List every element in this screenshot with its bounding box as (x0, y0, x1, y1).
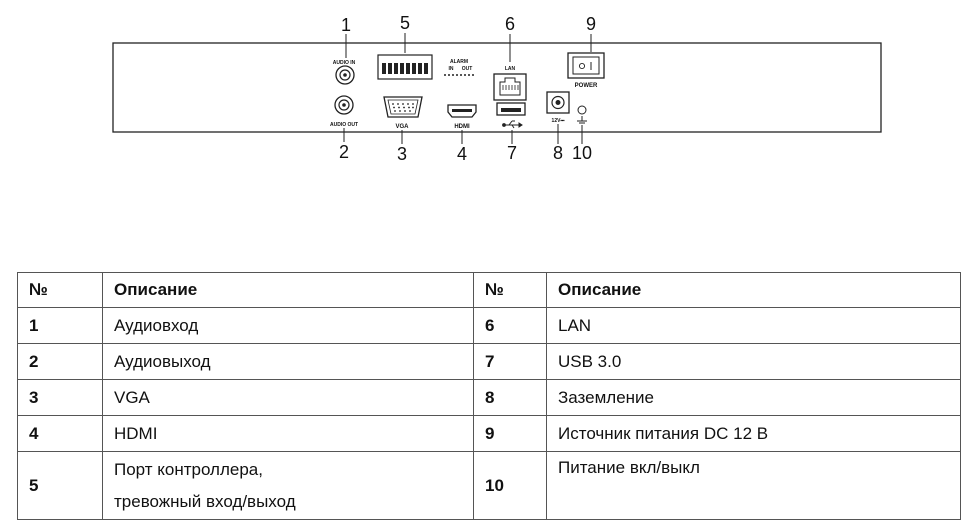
row-description: USB 3.0 (547, 344, 961, 380)
row-number: 4 (18, 416, 103, 452)
audio-in-label: AUDIO IN (332, 60, 356, 66)
lan-label: LAN (504, 66, 516, 72)
callout-8: 8 (552, 143, 564, 163)
table-header-row (18, 273, 961, 308)
lan-port-icon (494, 74, 526, 100)
row-description: LAN (547, 308, 961, 344)
row-number: 8 (474, 380, 547, 416)
callout-2: 2 (338, 142, 350, 162)
power-label: POWER (574, 83, 598, 89)
row-description: Заземление (547, 380, 961, 416)
row-number: 2 (18, 344, 103, 380)
row-description: Аудиовыход (103, 344, 474, 380)
row-description: VGA (103, 380, 474, 416)
callout-3: 3 (396, 144, 408, 164)
usb-port-icon (497, 103, 525, 115)
row-description (103, 452, 474, 520)
hdmi-port-icon (448, 105, 476, 117)
row-description: Аудиовход (103, 308, 474, 344)
row-number: 7 (474, 344, 547, 380)
header-number-2: № (474, 273, 547, 308)
callout-5: 5 (399, 13, 411, 33)
table-row (18, 380, 961, 416)
row-description: Питание вкл/выкл (547, 452, 961, 520)
power-switch-icon (568, 53, 604, 78)
row-description: HDMI (103, 416, 474, 452)
alarm-in-label: IN (448, 66, 454, 72)
dc-label: 12V⎓ (551, 118, 565, 124)
table-row (18, 308, 961, 344)
callout-6: 6 (504, 14, 516, 34)
table-row (18, 344, 961, 380)
terminal-block-icon (378, 55, 432, 79)
row-number: 10 (474, 452, 547, 520)
header-description-2: Описание (547, 273, 961, 308)
alarm-label: ALARM (449, 59, 469, 65)
row-number: 3 (18, 380, 103, 416)
audio-out-label: AUDIO OUT (329, 122, 359, 128)
table-row (18, 416, 961, 452)
header-number-1: № (18, 273, 103, 308)
vga-label: VGA (395, 124, 409, 130)
header-description-1: Описание (103, 273, 474, 308)
row-description-line: тревожный вход/выход (114, 491, 296, 511)
callout-4: 4 (456, 144, 468, 164)
vga-port-icon (384, 97, 422, 117)
callout-7: 7 (506, 143, 518, 163)
row-description-line: Порт контроллера, (114, 459, 263, 479)
table-row (18, 452, 961, 520)
callout-1: 1 (340, 15, 352, 35)
row-number: 9 (474, 416, 547, 452)
callout-10: 10 (571, 143, 593, 163)
callout-9: 9 (585, 14, 597, 34)
row-number: 6 (474, 308, 547, 344)
hdmi-label: HDMI (454, 124, 470, 130)
dc-jack-icon (547, 92, 569, 113)
legend-table (17, 272, 961, 520)
row-description: Источник питания DC 12 В (547, 416, 961, 452)
row-number: 1 (18, 308, 103, 344)
row-number: 5 (18, 452, 103, 520)
alarm-out-label: OUT (461, 66, 473, 72)
